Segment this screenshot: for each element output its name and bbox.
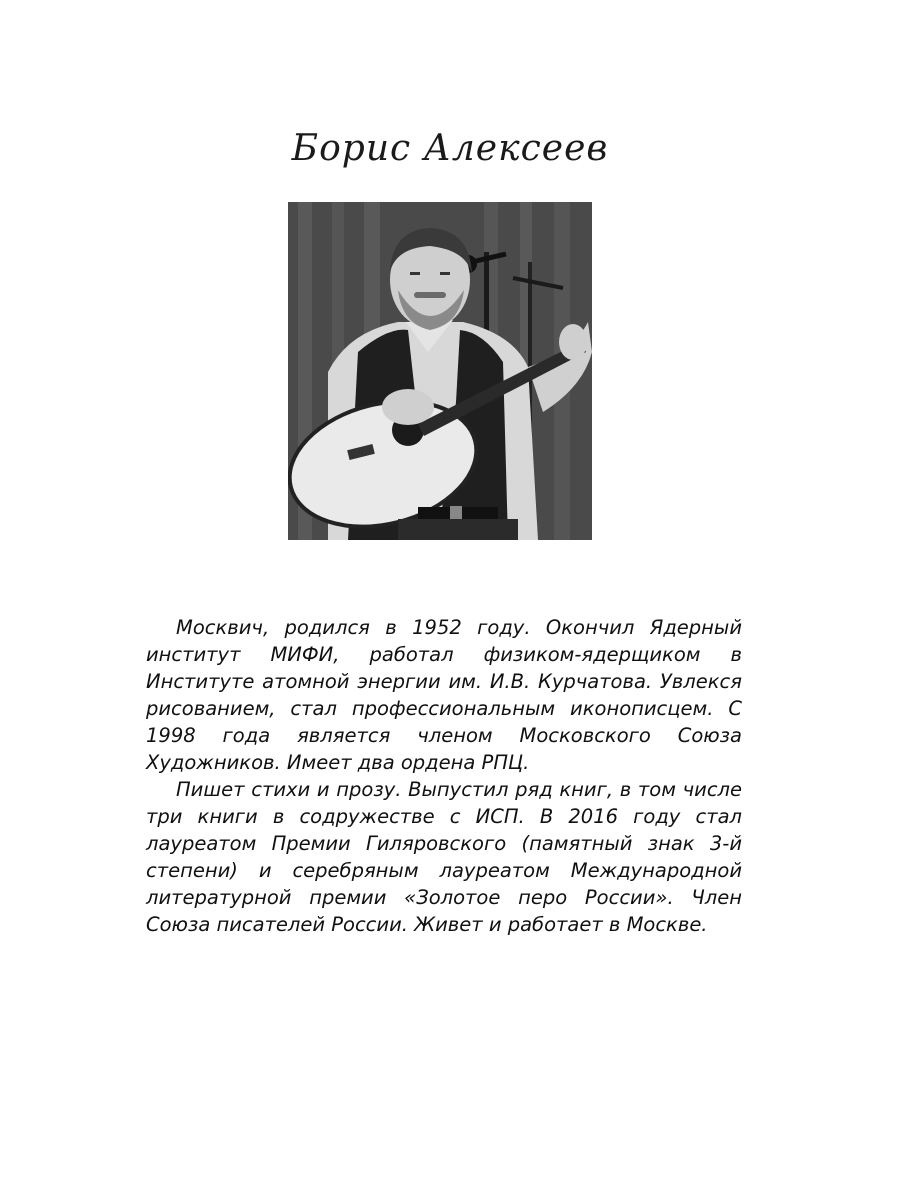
portrait-photo-icon	[288, 202, 592, 540]
bio-paragraph-2: Пишет стихи и прозу. Выпустил ряд книг, в том числе три книги в содружестве с ИСП. В 2016 году стал лауреатом Премии Гиляровского (памятный знак 3-й степени) и серебряным лауреатом Международной литературной премии «Золотое перо России». Член Союза писателей России. Живет и работает в Москве.	[146, 778, 742, 936]
author-photo	[288, 202, 592, 540]
bio-paragraph-1: Москвич, родился в 1952 году. Окончил Ядерный институт МИФИ, работал физиком-ядерщиком в Институте атомной энергии им. И.В. Курчатова. Увлекся рисованием, стал профессиональным иконописцем. С 1998 года является членом Московского Союза Художников. Имеет два ордена РПЦ.	[146, 616, 742, 774]
author-name: Борис Алексеев	[291, 128, 609, 169]
author-biography	[146, 614, 742, 938]
